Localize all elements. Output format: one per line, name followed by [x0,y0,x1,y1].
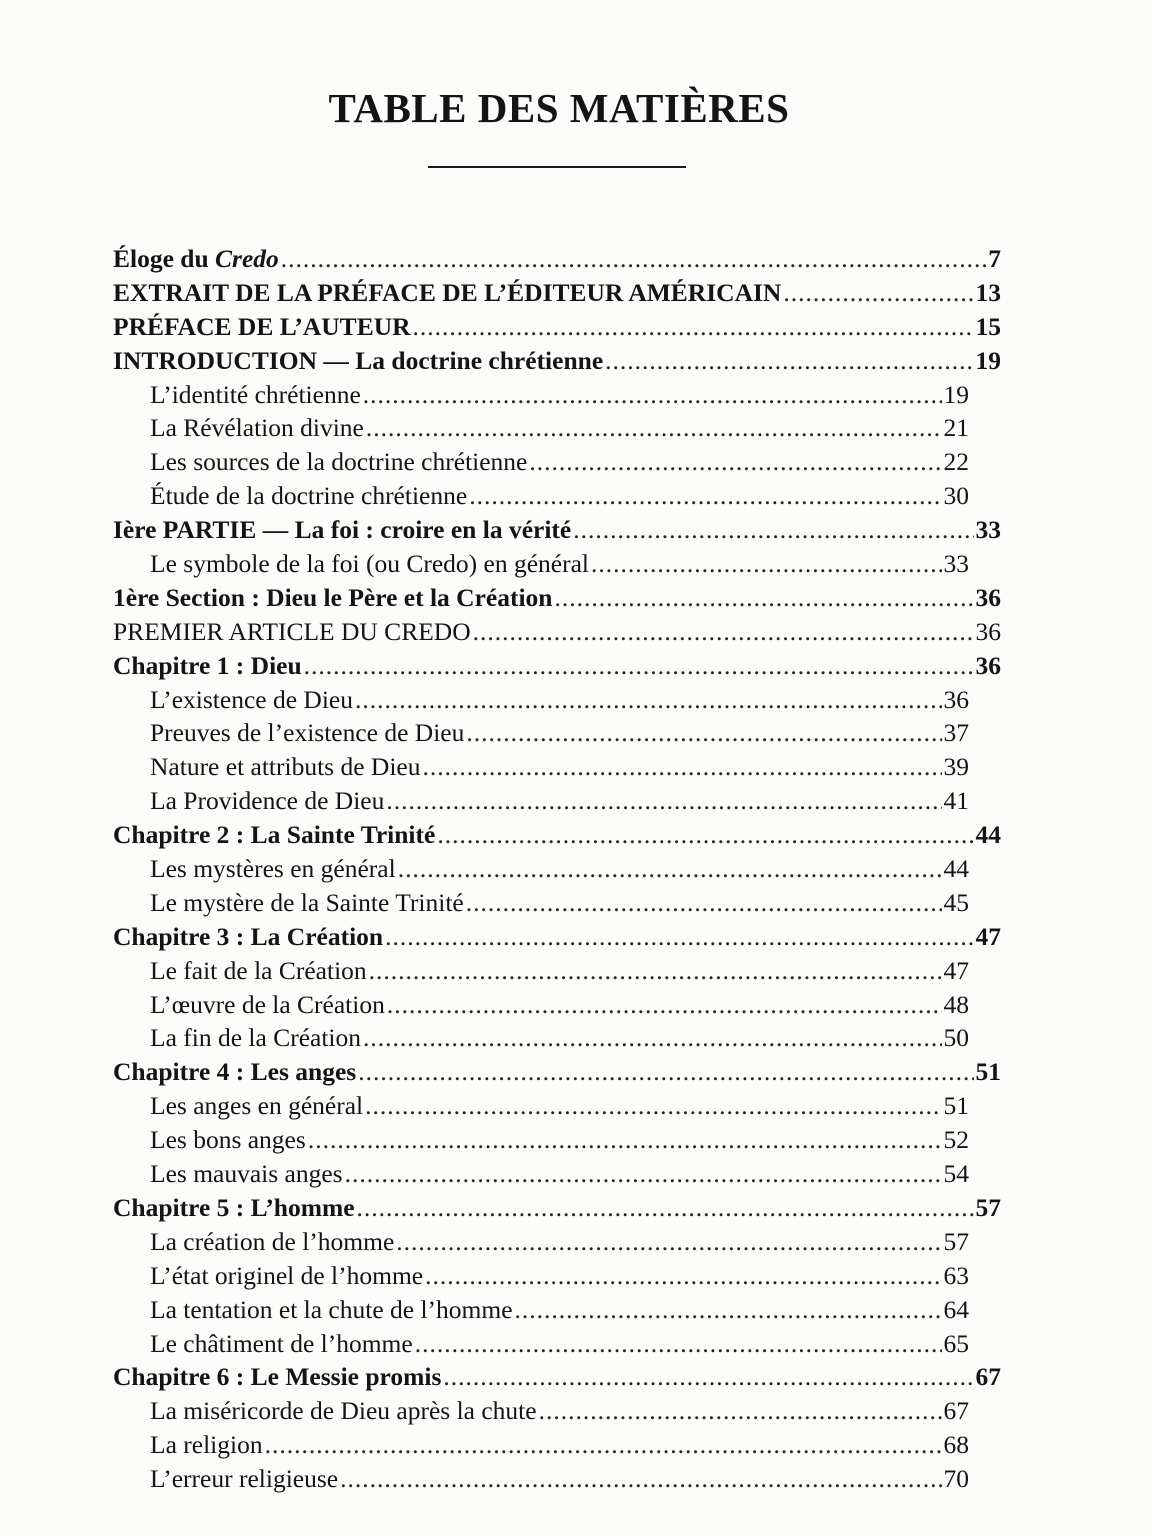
dot-leader [591,549,941,579]
toc-entry-text: Les mauvais anges [150,1159,343,1189]
toc-subentry [113,990,969,1024]
toc-entry-text: Chapitre 1 : Dieu [113,650,302,680]
dot-leader [355,685,942,715]
dot-leader [281,244,986,274]
toc-subentry [113,888,969,922]
dot-leader [366,413,942,443]
toc-page-number: 21 [943,413,969,443]
toc-page-number: 36 [943,684,969,714]
dot-leader [539,1396,942,1426]
dot-leader [423,752,942,782]
dot-leader [398,854,942,884]
toc-entry-text: Les mystères en général [150,854,396,884]
dot-leader [473,617,974,647]
toc-entry-title [113,617,471,647]
toc-heading-entry [113,515,1001,549]
toc-entry-title [150,1396,537,1426]
dot-leader [469,481,941,511]
toc-page-number: 67 [975,1362,1001,1392]
dot-leader [425,1261,941,1291]
toc-entry-title [150,786,384,816]
toc-entry-title [150,413,364,443]
toc-heading-entry [113,820,1001,854]
toc-entry-text: PRÉFACE DE L’AUTEUR [113,311,411,341]
toc-page-number: 64 [943,1294,969,1324]
toc-subentry [113,956,969,990]
toc-subentry [113,1091,969,1125]
table-of-contents [113,244,1001,1498]
toc-entry-title [150,481,467,511]
toc-entry-title [150,990,385,1020]
toc-subentry [113,1430,969,1464]
dot-leader [304,651,974,681]
toc-entry-text: Ière PARTIE — La foi : croire en la vérité [113,515,572,545]
toc-page-number: 47 [943,955,969,985]
toc-entry-title [150,1023,361,1053]
toc-page-number: 47 [975,921,1001,951]
toc-heading-entry [113,244,1001,278]
toc-entry-title [150,1295,513,1325]
toc-entry-title [113,583,553,613]
toc-heading-entry [113,346,1001,380]
toc-subentry [113,413,969,447]
dot-leader [387,990,942,1020]
toc-entry-text: L’état originel de l’homme [150,1260,424,1290]
toc-entry-text: La miséricorde de Dieu après la chute [150,1396,537,1426]
dot-leader [357,1193,974,1223]
dot-leader [415,1329,942,1359]
toc-entry-title [150,685,353,715]
toc-entry-text: Éloge du [113,244,216,273]
toc-entry-title [150,752,421,782]
toc-heading-entry [113,651,1001,685]
dot-leader [386,786,941,816]
toc-subentry [113,1125,969,1159]
toc-entry-text: Preuves de l’existence de Dieu [150,718,465,748]
toc-entry-emphasis: Credo [215,244,279,273]
toc-entry-title [113,515,571,545]
dot-leader [466,888,942,918]
toc-entry-text: La tentation et la chute de l’homme [150,1294,513,1324]
dot-leader [413,312,974,342]
toc-entry-text: Le mystère de la Sainte Trinité [150,887,464,917]
toc-heading-entry [113,1193,1001,1227]
toc-page-number: 48 [943,989,969,1019]
dot-leader [443,1362,973,1392]
title-divider [428,166,686,168]
dot-leader [783,278,973,308]
toc-subentry [113,718,969,752]
dot-leader [308,1125,942,1155]
toc-subentry [113,752,969,786]
toc-heading-entry [113,1362,1001,1396]
dot-leader [555,583,974,613]
toc-page-number: 51 [943,1091,969,1121]
toc-entry-text: Nature et attributs de Dieu [150,752,421,782]
dot-leader [573,515,973,545]
toc-entry-text: La création de l’homme [150,1226,395,1256]
toc-page-number: 52 [943,1125,969,1155]
dot-leader [396,1227,941,1257]
toc-subentry [113,1159,969,1193]
toc-entry-text: Les sources de la doctrine chrétienne [150,447,528,477]
toc-page-number: 50 [943,1023,969,1053]
toc-page-number: 44 [975,820,1001,850]
toc-heading-entry [113,922,1001,956]
toc-entry-title [150,1430,263,1460]
toc-subentry [113,1227,969,1261]
toc-page-number: 33 [943,549,969,579]
toc-entry-text: Le fait de la Création [150,955,367,985]
dot-leader [265,1430,942,1460]
dot-leader [437,820,973,850]
toc-entry-title [150,888,464,918]
toc-subentry [113,786,969,820]
dot-leader [345,1159,942,1189]
toc-page-number: 54 [943,1159,969,1189]
toc-subentry [113,1329,969,1363]
dot-leader [365,1091,941,1121]
toc-entry-title [113,1057,356,1087]
toc-subentry [113,1295,969,1329]
toc-page-number: 36 [975,582,1001,612]
toc-heading-entry [113,1057,1001,1091]
toc-entry-title [113,244,279,274]
toc-entry-text: Étude de la doctrine chrétienne [150,481,468,511]
toc-page-number: 19 [943,379,969,409]
toc-subentry [113,1464,969,1498]
toc-page-number: 45 [943,887,969,917]
toc-page-number: 57 [975,1192,1001,1222]
toc-entry-text: Le châtiment de l’homme [150,1328,413,1358]
toc-entry-title [113,278,781,308]
toc-page-number: 37 [943,718,969,748]
toc-subentry [113,685,969,719]
dot-leader [466,718,941,748]
toc-entry-text: Chapitre 2 : La Sainte Trinité [113,820,436,850]
toc-entry-text: EXTRAIT DE LA PRÉFACE DE L’ÉDITEUR AMÉRICAIN [113,277,782,307]
dot-leader [529,447,941,477]
toc-entry-title [113,312,411,342]
toc-page-number: 15 [975,311,1001,341]
toc-entry-text: PREMIER ARTICLE DU CREDO [113,616,471,646]
toc-entry-text: Chapitre 3 : La Création [113,921,384,951]
toc-page-number: 57 [943,1226,969,1256]
toc-heading-entry [113,583,1001,617]
toc-page-number: 13 [975,277,1001,307]
toc-heading-entry [113,617,1001,651]
page-title: TABLE DES MATIÈRES [328,85,790,131]
toc-entry-title [150,1227,394,1257]
toc-page-number: 70 [943,1464,969,1494]
toc-page-number: 7 [988,244,1001,273]
toc-entry-title [150,1125,306,1155]
toc-entry-title [150,956,367,986]
toc-page-number: 41 [943,786,969,816]
toc-entry-text: La Providence de Dieu [150,786,385,816]
toc-page-number: 33 [975,515,1001,545]
dot-leader [385,922,973,952]
toc-page-number: 51 [975,1057,1001,1087]
dot-leader [363,380,942,410]
toc-entry-text: La Révélation divine [150,413,364,443]
toc-page-number: 22 [943,447,969,477]
toc-entry-title [113,1193,355,1223]
dot-leader [369,956,942,986]
toc-entry-title [150,447,527,477]
toc-subentry [113,481,969,515]
toc-entry-text: Chapitre 6 : Le Messie promis [113,1362,442,1392]
toc-entry-text: Les bons anges [150,1125,306,1155]
toc-entry-text: 1ère Section : Dieu le Père et la Création [113,582,553,612]
toc-entry-text: INTRODUCTION — La doctrine chrétienne [113,345,604,375]
toc-entry-title [113,922,383,952]
toc-entry-title [113,651,302,681]
dot-leader [515,1295,942,1325]
toc-entry-text: L’existence de Dieu [150,684,353,714]
toc-entry-text: L’erreur religieuse [150,1464,339,1494]
toc-entry-title [150,1261,423,1291]
toc-entry-title [150,854,396,884]
toc-entry-title [150,1464,338,1494]
toc-entry-title [113,1362,441,1392]
toc-subentry [113,380,969,414]
toc-heading-entry [113,312,1001,346]
toc-subentry [113,549,969,583]
toc-entry-text: L’œuvre de la Création [150,989,385,1019]
toc-heading-entry [113,278,1001,312]
toc-page-number: 65 [943,1328,969,1358]
toc-subentry [113,1023,969,1057]
toc-entry-text: La fin de la Création [150,1023,361,1053]
toc-subentry [113,1261,969,1295]
toc-entry-title [113,346,603,376]
toc-entry-text: La religion [150,1430,263,1460]
toc-page-number: 30 [943,481,969,511]
toc-entry-text: Le symbole de la foi (ou Credo) en général [150,549,590,579]
toc-entry-text: Chapitre 5 : L’homme [113,1192,355,1222]
toc-page-number: 36 [975,650,1001,680]
toc-subentry [113,447,969,481]
toc-page-number: 36 [975,616,1001,646]
dot-leader [363,1023,942,1053]
toc-page-number: 44 [943,854,969,884]
dot-leader [358,1057,973,1087]
toc-subentry [113,1396,969,1430]
toc-subentry [113,854,969,888]
toc-entry-title [150,1329,413,1359]
dot-leader [340,1464,941,1494]
toc-page-number: 19 [975,345,1001,375]
toc-entry-title [113,820,435,850]
toc-entry-title [150,1159,343,1189]
toc-page-number: 63 [943,1260,969,1290]
toc-page-number: 39 [943,752,969,782]
toc-page-number: 67 [943,1396,969,1426]
toc-entry-title [150,1091,363,1121]
toc-entry-text: L’identité chrétienne [150,379,361,409]
toc-entry-text: Chapitre 4 : Les anges [113,1057,357,1087]
toc-entry-text: Les anges en général [150,1091,364,1121]
dot-leader [605,346,973,376]
toc-entry-title [150,380,361,410]
toc-entry-title [150,549,589,579]
toc-entry-title [150,718,464,748]
toc-page-number: 68 [943,1430,969,1460]
